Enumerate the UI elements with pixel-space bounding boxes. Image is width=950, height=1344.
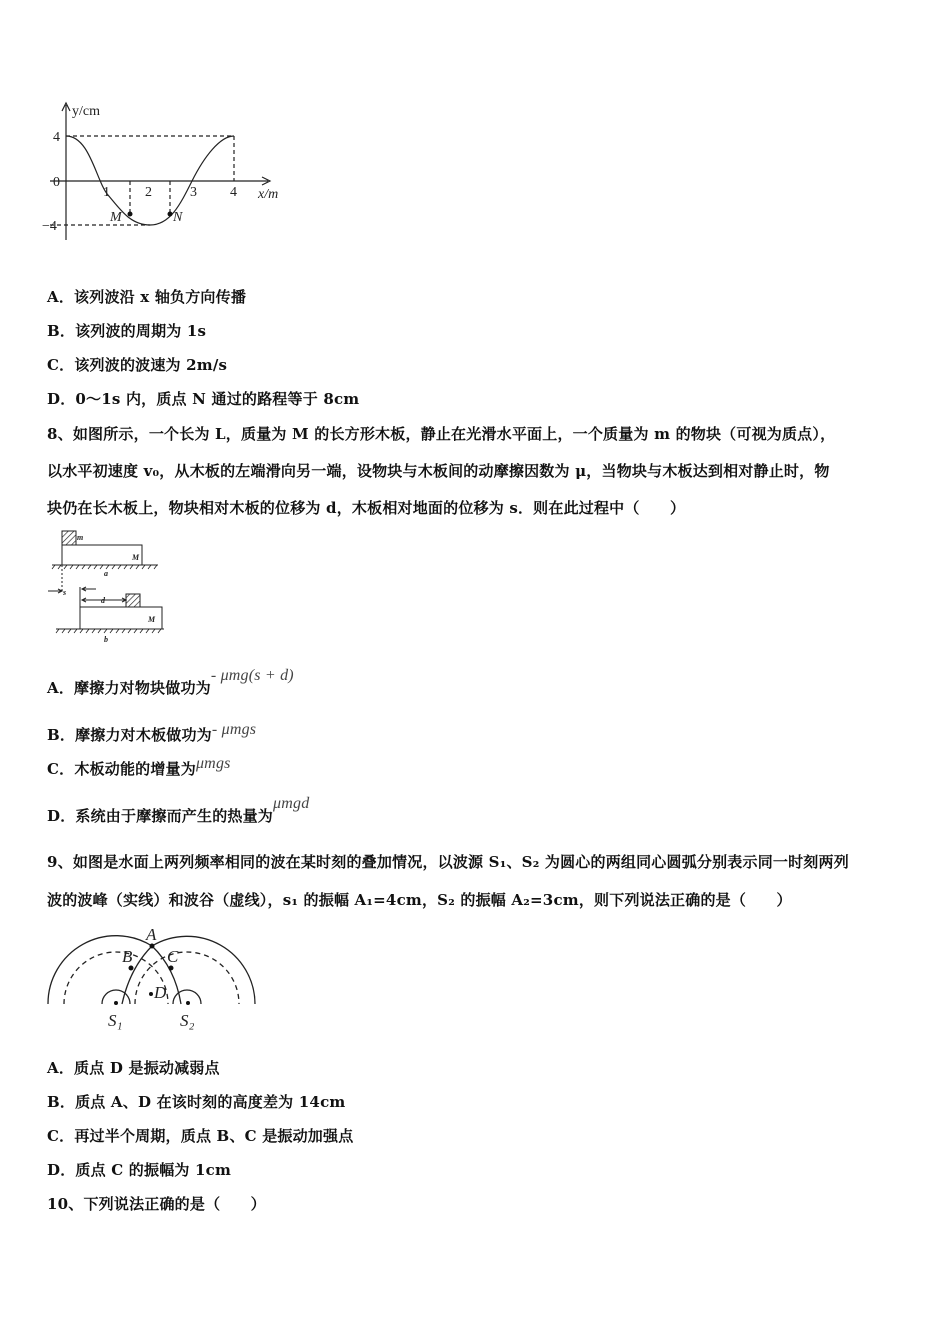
y-tick: 4 <box>53 130 60 145</box>
q9-option-d: D．质点 C 的振幅为 1cm <box>47 1161 232 1179</box>
label-s: s <box>63 588 67 597</box>
y-axis-label: y/cm <box>72 104 100 119</box>
point-label-n: N <box>173 210 183 225</box>
wave-graph-figure <box>30 95 300 245</box>
q9-option-b: B．质点 A、D 在该时刻的高度差为 14cm <box>47 1093 346 1111</box>
q7-option-c: C．该列波的波速为 2m/s <box>47 356 228 374</box>
q8-option-d: D．系统由于摩擦而产生的热量为μmgd <box>47 795 310 825</box>
label-d: D <box>154 983 167 1002</box>
q8-stem-line: 块仍在长木板上，物块相对木板的位移为 d，木板相对地面的位移为 s．则在此过程中（ ） <box>47 499 686 517</box>
point-label-m: M <box>110 210 122 225</box>
q8-option-a: A．摩擦力对物块做功为- μmg(s + d) <box>47 667 294 697</box>
y-tick: 0 <box>53 175 60 190</box>
x-tick: 3 <box>190 185 197 200</box>
q9-option-c: C．再过半个周期，质点 B、C 是振动加强点 <box>47 1127 354 1145</box>
q9-option-a: A．质点 D 是振动减弱点 <box>47 1059 220 1077</box>
q9-stem-line: 9、如图是水面上两列频率相同的波在某时刻的叠加情况，以波源 S₁、S₂ 为圆心的两组同心圆弧分别表示同一时刻两列 <box>47 853 849 871</box>
q8-stem-line: 8、如图所示，一个长为 L，质量为 M 的长方形木板，静止在光滑水平面上，一个质量为 m 的物块（可视为质点）， <box>47 425 836 443</box>
q8-option-c: C．木板动能的增量为μmgs <box>47 755 231 778</box>
x-tick: 4 <box>230 185 237 200</box>
label-b: b <box>104 635 108 644</box>
q8-stem-line: 以水平初速度 v₀，从木板的左端滑向另一端，设物块与木板间的动摩擦因数为 μ，当物块与木板达到相对静止时，物 <box>47 462 830 480</box>
q7-option-b: B．该列波的周期为 1s <box>47 322 207 340</box>
x-axis-label: x/m <box>258 187 279 202</box>
formula: μmgs <box>195 755 231 772</box>
x-tick: 1 <box>103 185 110 200</box>
label-c: C <box>167 947 179 966</box>
x-tick: 2 <box>145 185 152 200</box>
y-tick: −4 <box>42 219 57 234</box>
label-d: d <box>101 596 105 605</box>
label-b: B <box>122 947 133 966</box>
q8-option-b: B．摩擦力对木板做功为- μmgs <box>47 721 257 744</box>
label-s2: S₂ <box>180 1011 195 1030</box>
label-m: m <box>77 533 84 542</box>
q10-stem: 10、下列说法正确的是（ ） <box>47 1195 266 1213</box>
formula: - μmgs <box>211 721 257 738</box>
q7-option-d: D．0～1s 内，质点 N 通过的路程等于 8cm <box>47 390 360 408</box>
formula: - μmg(s + d) <box>210 667 294 684</box>
q9-stem-line: 波的波峰（实线）和波谷（虚线），s₁ 的振幅 A₁=4cm，S₂ 的振幅 A₂=3cm，则下列说法正确的是（ ） <box>47 891 792 909</box>
wave-interference-figure <box>40 918 270 1033</box>
q7-option-a: A．该列波沿 x 轴负方向传播 <box>47 288 247 306</box>
label-a: A <box>146 925 157 944</box>
label-a: a <box>104 569 108 578</box>
board-block-figure <box>40 525 180 645</box>
label-M: M <box>148 615 156 624</box>
label-s1: S₁ <box>108 1011 123 1030</box>
formula: μmgd <box>273 795 310 812</box>
label-M: M <box>132 553 140 562</box>
